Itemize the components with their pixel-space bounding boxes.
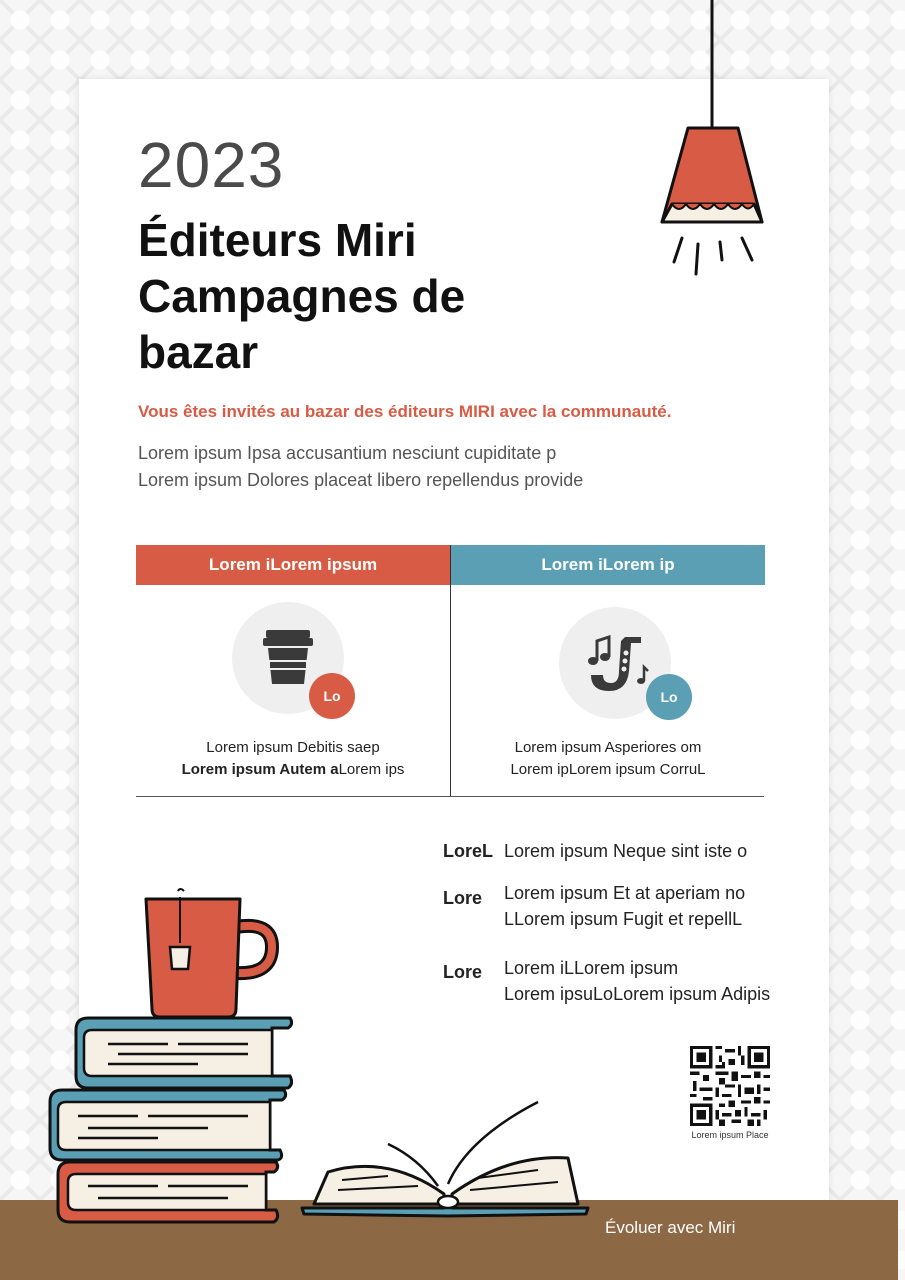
footer-text: Évoluer avec Miri xyxy=(605,1218,736,1237)
year-heading: 2023 xyxy=(138,129,285,201)
detail-line: Lorem ipsuLoLorem ipsum Adipis xyxy=(504,984,771,1004)
title-line: bazar xyxy=(138,326,259,378)
book-stack-icon xyxy=(48,1014,293,1226)
panel-text-line xyxy=(136,759,450,781)
feature-panel-left xyxy=(136,545,450,796)
saxophone-icon xyxy=(585,631,649,697)
detail-label: Lore xyxy=(443,962,483,982)
detail-value xyxy=(504,838,747,864)
panel-text-bold: Lorem ipsum Autem a xyxy=(181,761,339,778)
qr-label: Lorem ipsum Place xyxy=(691,1130,769,1140)
detail-line: Lorem iLLorem ipsum xyxy=(504,958,679,978)
detail-label: Lore xyxy=(443,888,483,908)
hanging-lamp-icon xyxy=(650,0,780,290)
panel-text xyxy=(451,737,765,781)
title-line: Éditeurs Miri xyxy=(138,214,417,266)
detail-value xyxy=(504,955,770,1007)
detail-label: LoreL xyxy=(443,841,494,861)
panel-text-line: Lorem ipLorem ipsum CorruL xyxy=(510,761,706,778)
invitation-tagline: Vous êtes invités au bazar des éditeurs MIRI avec la communauté. xyxy=(138,402,672,421)
feature-panel-right xyxy=(450,545,765,796)
page-title xyxy=(138,212,558,380)
title-line: Campagnes de xyxy=(138,270,466,322)
panel-heading: Lorem iLorem ip xyxy=(451,545,765,585)
mug-icon xyxy=(136,885,281,1020)
detail-line: LLorem ipsum Fugit et repellL xyxy=(504,909,743,929)
panel-badge: Lo xyxy=(646,674,692,720)
description-line: Lorem ipsum Dolores placeat libero repellendus provide xyxy=(138,470,584,490)
coffee-cup-icon xyxy=(258,626,318,690)
description-line: Lorem ipsum Ipsa accusantium nesciunt cupiditate p xyxy=(138,443,557,463)
detail-value xyxy=(504,880,745,932)
panel-text-line: Lorem ipsum Debitis saep xyxy=(206,739,380,756)
panel-badge: Lo xyxy=(309,673,355,719)
panel-heading: Lorem iLorem ipsum xyxy=(136,545,450,585)
panel-text-rest: Lorem ips xyxy=(338,761,405,778)
panel-text xyxy=(136,737,450,781)
description xyxy=(138,440,738,494)
detail-line: Lorem ipsum Et at aperiam no xyxy=(504,883,746,903)
detail-line: Lorem ipsum Neque sint iste o xyxy=(504,841,748,861)
panel-text-line: Lorem ipsum Asperiores om xyxy=(514,739,702,756)
open-book-icon xyxy=(298,1098,593,1220)
qr-code-icon[interactable] xyxy=(690,1046,770,1126)
